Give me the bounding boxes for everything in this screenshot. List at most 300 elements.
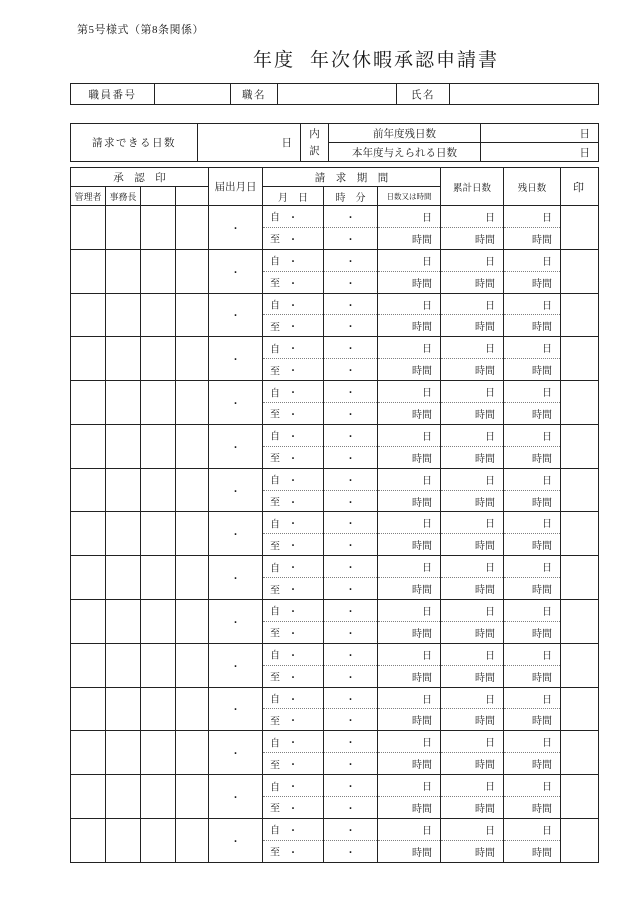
report-date-cell[interactable] [209,512,263,556]
approval-manager-cell[interactable] [71,643,106,687]
title-year-label: 年度 [252,50,295,71]
approval-extra-cell-2[interactable] [176,818,209,862]
cumulative-hours-cell[interactable] [441,359,504,381]
approval-extra-cell-2[interactable] [176,600,209,644]
to-month-day-cell[interactable] [263,315,324,337]
hour-unit-label: 時間 [532,366,553,378]
remaining-day-cell[interactable] [504,424,561,446]
fiscal-year-blank[interactable] [201,65,253,66]
from-hour-minute-cell[interactable] [324,600,378,622]
report-date-header: 届出月日 [209,168,263,206]
remaining-hours-cell[interactable] [504,315,561,337]
approval-office-chief-cell[interactable] [106,731,141,775]
approval-office-chief-cell[interactable] [106,468,141,512]
hour-unit-label: 時間 [532,716,553,728]
approval-manager-cell[interactable] [71,818,106,862]
month-day-dot: ・ [288,782,298,794]
to-hour-minute-cell[interactable] [324,709,378,731]
from-label: 自 [270,563,280,575]
to-hour-minute-cell[interactable] [324,359,378,381]
day-unit-label: 日 [422,519,433,531]
cumulative-day-cell[interactable] [441,818,504,840]
remaining-day-cell[interactable] [504,249,561,271]
days-or-hours-day-cell[interactable] [378,249,441,271]
remaining-day-cell[interactable] [504,687,561,709]
days-or-hours-day-cell[interactable] [378,337,441,359]
to-month-day-cell[interactable] [263,797,324,819]
hour-unit-label: 時間 [532,541,553,553]
remaining-day-cell[interactable] [504,381,561,403]
day-unit-label: 日 [422,431,433,443]
days-or-hours-day-cell[interactable] [378,775,441,797]
remaining-hours-cell[interactable] [504,709,561,731]
hour-minute-dot: ・ [345,541,356,553]
days-or-hours-day-cell[interactable] [378,206,441,228]
cumulative-hours-cell[interactable] [441,227,504,249]
approval-extra-cell-1[interactable] [141,468,176,512]
to-month-day-cell[interactable] [263,665,324,687]
days-or-hours-hours-cell[interactable] [378,359,441,381]
hour-minute-dot: ・ [345,366,356,378]
approval-extra-cell-1[interactable] [141,424,176,468]
approval-manager-cell[interactable] [71,381,106,425]
report-date-cell[interactable] [209,468,263,512]
approval-office-chief-cell[interactable] [106,293,141,337]
entry-row-from [71,600,599,622]
days-or-hours-hours-cell[interactable] [378,709,441,731]
days-or-hours-hours-cell[interactable] [378,665,441,687]
from-hour-minute-cell[interactable] [324,731,378,753]
hour-unit-label: 時間 [412,803,433,815]
job-title-field[interactable] [278,84,397,105]
from-hour-minute-cell[interactable] [324,687,378,709]
day-unit-label: 日 [542,475,553,487]
remaining-day-cell[interactable] [504,818,561,840]
days-or-hours-hours-cell[interactable] [378,534,441,556]
seal-cell[interactable] [561,293,599,337]
days-or-hours-hours-cell[interactable] [378,403,441,425]
approval-extra-cell-2[interactable] [176,424,209,468]
remaining-day-cell[interactable] [504,206,561,228]
from-hour-minute-cell[interactable] [324,818,378,840]
seal-cell[interactable] [561,424,599,468]
remaining-hours-cell[interactable] [504,490,561,512]
to-hour-minute-cell[interactable] [324,534,378,556]
hour-minute-dot: ・ [345,716,356,728]
to-hour-minute-cell[interactable] [324,753,378,775]
to-month-day-cell[interactable] [263,271,324,293]
remaining-day-cell[interactable] [504,337,561,359]
month-day-dot: ・ [288,672,298,684]
approval-office-chief-cell[interactable] [106,556,141,600]
days-or-hours-day-cell[interactable] [378,818,441,840]
days-or-hours-hours-cell[interactable] [378,446,441,468]
remaining-day-cell[interactable] [504,775,561,797]
remaining-hours-cell[interactable] [504,840,561,862]
cumulative-day-cell[interactable] [441,600,504,622]
approval-manager-cell[interactable] [71,293,106,337]
hour-minute-dot: ・ [345,803,356,815]
from-hour-minute-cell[interactable] [324,293,378,315]
report-date-cell[interactable] [209,206,263,250]
cumulative-day-cell[interactable] [441,775,504,797]
cumulative-day-cell[interactable] [441,731,504,753]
from-hour-minute-cell[interactable] [324,643,378,665]
from-month-day-cell[interactable] [263,249,324,271]
approval-office-chief-cell[interactable] [106,643,141,687]
approval-extra-cell-2[interactable] [176,381,209,425]
report-date-cell[interactable] [209,424,263,468]
cumulative-day-cell[interactable] [441,249,504,271]
from-month-day-cell[interactable] [263,643,324,665]
from-month-day-cell[interactable] [263,818,324,840]
month-day-dot: ・ [288,409,298,421]
name-field[interactable] [450,84,599,105]
days-or-hours-hours-cell[interactable] [378,227,441,249]
day-unit-label: 日 [422,563,433,575]
from-hour-minute-cell[interactable] [324,337,378,359]
to-month-day-cell[interactable] [263,578,324,600]
days-or-hours-hours-cell[interactable] [378,315,441,337]
remaining-day-cell[interactable] [504,600,561,622]
from-month-day-cell[interactable] [263,468,324,490]
report-date-cell[interactable] [209,818,263,862]
days-or-hours-hours-cell[interactable] [378,578,441,600]
days-or-hours-day-cell[interactable] [378,556,441,578]
days-or-hours-hours-cell[interactable] [378,621,441,643]
to-hour-minute-cell[interactable] [324,227,378,249]
report-date-cell[interactable] [209,293,263,337]
day-unit-label: 日 [485,388,496,400]
approval-extra-cell-1[interactable] [141,337,176,381]
remaining-day-cell[interactable] [504,512,561,534]
report-date-dot: ・ [230,661,241,673]
approval-manager-cell[interactable] [71,775,106,819]
approval-extra-cell-2[interactable] [176,337,209,381]
day-unit-label: 日 [422,475,433,487]
report-date-cell[interactable] [209,381,263,425]
days-or-hours-hours-cell[interactable] [378,840,441,862]
approval-office-chief-cell[interactable] [106,206,141,250]
from-month-day-cell[interactable] [263,600,324,622]
approval-extra-cell-1[interactable] [141,556,176,600]
approval-office-chief-cell[interactable] [106,512,141,556]
to-month-day-cell[interactable] [263,840,324,862]
days-or-hours-hours-cell[interactable] [378,271,441,293]
remaining-hours-cell[interactable] [504,359,561,381]
days-or-hours-day-cell[interactable] [378,600,441,622]
from-month-day-cell[interactable] [263,424,324,446]
hour-minute-dot: ・ [345,694,356,706]
cumulative-day-cell[interactable] [441,687,504,709]
leave-request-table [70,167,599,863]
cumulative-hours-cell[interactable] [441,271,504,293]
to-hour-minute-cell[interactable] [324,315,378,337]
from-hour-minute-cell[interactable] [324,381,378,403]
report-date-dot: ・ [230,749,241,761]
days-or-hours-day-cell[interactable] [378,731,441,753]
approval-extra-cell-1[interactable] [141,643,176,687]
cumulative-day-cell[interactable] [441,556,504,578]
approval-extra-cell-1[interactable] [141,293,176,337]
from-hour-minute-cell[interactable] [324,249,378,271]
to-month-day-cell[interactable] [263,753,324,775]
cumulative-hours-cell[interactable] [441,709,504,731]
hour-minute-dot: ・ [345,475,356,487]
hour-unit-label: 時間 [532,760,553,772]
cumulative-day-cell[interactable] [441,512,504,534]
approval-extra-cell-2[interactable] [176,293,209,337]
cumulative-hours-cell[interactable] [441,534,504,556]
days-or-hours-day-cell[interactable] [378,512,441,534]
approval-extra-cell-2[interactable] [176,775,209,819]
approval-manager-cell[interactable] [71,337,106,381]
remaining-hours-cell[interactable] [504,271,561,293]
from-month-day-cell[interactable] [263,206,324,228]
days-or-hours-day-cell[interactable] [378,643,441,665]
approval-manager-cell[interactable] [71,468,106,512]
cumulative-hours-cell[interactable] [441,753,504,775]
remaining-hours-cell[interactable] [504,665,561,687]
approval-manager-cell[interactable] [71,600,106,644]
cumulative-hours-cell[interactable] [441,446,504,468]
entry-row-from [71,556,599,578]
report-date-cell[interactable] [209,731,263,775]
days-or-hours-day-cell[interactable] [378,293,441,315]
report-date-dot: ・ [230,486,241,498]
approval-manager-cell[interactable] [71,687,106,731]
remaining-hours-cell[interactable] [504,753,561,775]
hour-unit-label: 時間 [475,453,496,465]
day-unit-label: 日 [542,782,553,794]
seal-cell[interactable] [561,249,599,293]
from-month-day-cell[interactable] [263,556,324,578]
approval-manager-cell[interactable] [71,206,106,250]
from-month-day-cell[interactable] [263,337,324,359]
this-year-granted-field[interactable] [481,143,599,162]
seal-cell[interactable] [561,512,599,556]
from-month-day-cell[interactable] [263,775,324,797]
from-month-day-cell[interactable] [263,687,324,709]
approval-extra-cell-2[interactable] [176,206,209,250]
from-hour-minute-cell[interactable] [324,775,378,797]
seal-cell[interactable] [561,731,599,775]
days-or-hours-hours-cell[interactable] [378,490,441,512]
approval-extra-cell-2[interactable] [176,468,209,512]
seal-cell[interactable] [561,468,599,512]
remaining-hours-cell[interactable] [504,578,561,600]
days-or-hours-hours-cell[interactable] [378,797,441,819]
report-date-cell[interactable] [209,337,263,381]
cumulative-day-cell[interactable] [441,381,504,403]
to-month-day-cell[interactable] [263,709,324,731]
approval-extra-cell-2[interactable] [176,556,209,600]
approval-extra-cell-1[interactable] [141,731,176,775]
days-or-hours-day-cell[interactable] [378,424,441,446]
cumulative-day-cell[interactable] [441,293,504,315]
report-date-cell[interactable] [209,643,263,687]
seal-cell[interactable] [561,556,599,600]
month-day-dot: ・ [288,431,298,443]
to-hour-minute-cell[interactable] [324,578,378,600]
requestable-days-label: 請求できる日数 [71,124,198,162]
to-label: 至 [270,366,280,378]
from-label: 自 [270,212,280,224]
approval-extra-cell-1[interactable] [141,775,176,819]
to-hour-minute-cell[interactable] [324,271,378,293]
from-hour-minute-cell[interactable] [324,468,378,490]
approval-extra-cell-2[interactable] [176,687,209,731]
from-hour-minute-cell[interactable] [324,556,378,578]
approval-office-chief-cell[interactable] [106,600,141,644]
cumulative-day-cell[interactable] [441,424,504,446]
approval-extra-cell-1[interactable] [141,512,176,556]
cumulative-hours-cell[interactable] [441,578,504,600]
report-date-cell[interactable] [209,249,263,293]
month-day-dot: ・ [288,847,298,859]
hour-unit-label: 時間 [475,497,496,509]
to-hour-minute-cell[interactable] [324,490,378,512]
cumulative-day-cell[interactable] [441,337,504,359]
to-hour-minute-cell[interactable] [324,621,378,643]
cumulative-hours-cell[interactable] [441,621,504,643]
approval-extra-cell-2[interactable] [176,249,209,293]
to-month-day-cell[interactable] [263,227,324,249]
from-hour-minute-cell[interactable] [324,206,378,228]
approval-extra-cell-1[interactable] [141,381,176,425]
days-or-hours-day-cell[interactable] [378,687,441,709]
hour-unit-label: 時間 [412,585,433,597]
to-hour-minute-cell[interactable] [324,797,378,819]
approval-extra-cell-1[interactable] [141,249,176,293]
seal-cell[interactable] [561,337,599,381]
approval-extra-cell-1[interactable] [141,206,176,250]
approval-extra-cell-2[interactable] [176,731,209,775]
seal-cell[interactable] [561,206,599,250]
from-month-day-cell[interactable] [263,293,324,315]
seal-cell[interactable] [561,687,599,731]
cumulative-day-cell[interactable] [441,206,504,228]
cumulative-hours-cell[interactable] [441,490,504,512]
remaining-hours-cell[interactable] [504,446,561,468]
to-hour-minute-cell[interactable] [324,446,378,468]
to-month-day-cell[interactable] [263,403,324,425]
day-unit-label: 日 [422,738,433,750]
seal-cell[interactable] [561,381,599,425]
remaining-hours-cell[interactable] [504,227,561,249]
approval-manager-cell[interactable] [71,424,106,468]
seal-cell[interactable] [561,818,599,862]
hour-unit-label: 時間 [532,322,553,334]
requestable-days-field[interactable] [198,124,301,162]
cumulative-hours-cell[interactable] [441,797,504,819]
approval-office-chief-cell[interactable] [106,249,141,293]
cumulative-hours-cell[interactable] [441,315,504,337]
employee-number-field[interactable] [155,84,231,105]
to-hour-minute-cell[interactable] [324,665,378,687]
approval-office-chief-cell[interactable] [106,381,141,425]
report-date-cell[interactable] [209,556,263,600]
to-month-day-cell[interactable] [263,446,324,468]
remaining-hours-cell[interactable] [504,797,561,819]
to-month-day-cell[interactable] [263,359,324,381]
remaining-hours-cell[interactable] [504,534,561,556]
approval-manager-cell[interactable] [71,249,106,293]
to-month-day-cell[interactable] [263,621,324,643]
remaining-day-cell[interactable] [504,643,561,665]
approval-extra-cell-1[interactable] [141,687,176,731]
remaining-hours-cell[interactable] [504,403,561,425]
cumulative-hours-cell[interactable] [441,665,504,687]
approval-office-chief-cell[interactable] [106,337,141,381]
entry-row-from [71,731,599,753]
report-date-cell[interactable] [209,687,263,731]
approval-manager-cell[interactable] [71,731,106,775]
hour-unit-label: 時間 [412,760,433,772]
prev-year-remaining-field[interactable] [481,124,599,143]
seal-cell[interactable] [561,643,599,687]
cumulative-hours-cell[interactable] [441,403,504,425]
approval-extra-cell-1[interactable] [141,818,176,862]
days-or-hours-day-cell[interactable] [378,468,441,490]
remaining-day-cell[interactable] [504,556,561,578]
approval-manager-cell[interactable] [71,556,106,600]
cumulative-hours-cell[interactable] [441,840,504,862]
hour-unit-label: 時間 [532,672,553,684]
to-month-day-cell[interactable] [263,490,324,512]
from-month-day-cell[interactable] [263,381,324,403]
remaining-hours-cell[interactable] [504,621,561,643]
days-or-hours-hours-cell[interactable] [378,753,441,775]
cumulative-day-cell[interactable] [441,643,504,665]
report-date-dot: ・ [230,223,241,235]
report-date-cell[interactable] [209,775,263,819]
to-month-day-cell[interactable] [263,534,324,556]
from-hour-minute-cell[interactable] [324,512,378,534]
report-date-cell[interactable] [209,600,263,644]
from-month-day-cell[interactable] [263,512,324,534]
to-hour-minute-cell[interactable] [324,403,378,425]
hour-minute-dot: ・ [345,782,356,794]
remaining-day-cell[interactable] [504,468,561,490]
approval-office-chief-cell[interactable] [106,818,141,862]
remaining-day-cell[interactable] [504,293,561,315]
remaining-day-cell[interactable] [504,731,561,753]
approval-office-chief-cell[interactable] [106,424,141,468]
hour-unit-label: 時間 [532,234,553,246]
from-month-day-cell[interactable] [263,731,324,753]
seal-cell[interactable] [561,775,599,819]
from-label: 自 [270,344,280,356]
hour-unit-label: 時間 [412,453,433,465]
breakdown-label-top: 内 [309,128,320,140]
hour-unit-label: 時間 [475,716,496,728]
days-or-hours-day-cell[interactable] [378,381,441,403]
to-hour-minute-cell[interactable] [324,840,378,862]
approval-office-chief-cell[interactable] [106,687,141,731]
report-date-dot: ・ [230,267,241,279]
cumulative-day-cell[interactable] [441,468,504,490]
hour-minute-dot: ・ [345,409,356,421]
approval-extra-cell-1[interactable] [141,600,176,644]
from-hour-minute-cell[interactable] [324,424,378,446]
approval-office-chief-cell[interactable] [106,775,141,819]
approval-extra-cell-2[interactable] [176,512,209,556]
seal-cell[interactable] [561,600,599,644]
approval-extra-cell-2[interactable] [176,643,209,687]
from-label: 自 [270,694,280,706]
approval-manager-cell[interactable] [71,512,106,556]
